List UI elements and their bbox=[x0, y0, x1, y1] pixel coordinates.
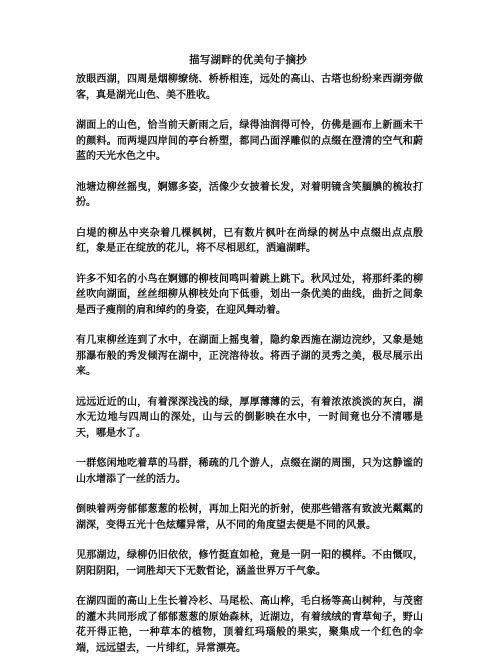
paragraph: 白堤的柳丛中夹杂着几棵枫树，已有数片枫叶在尚绿的树丛中点缀出点点殷红，象是正在绽放的花儿，将不尽相思红，洒遍湖畔。 bbox=[76, 227, 423, 254]
paragraph: 倒映着两旁郁郁葱葱的松树，再加上阳光的折射，使那些错落有致波光粼粼的湖深，变得五光十色炫耀异常，从不同的角度望去便是不同的风景。 bbox=[76, 504, 423, 531]
document-title: 描写湖畔的优美句子摘抄 bbox=[189, 54, 307, 66]
paragraph: 远远近近的山，有着深深浅浅的绿，厚厚薄薄的云，有着浓浓淡淡的灰白，湖水无边地与四周山的深处，山与云的倒影映在水中，一时间竟也分不清哪是天，哪是水了。 bbox=[76, 396, 423, 439]
paragraph: 池塘边柳丝摇曳，婀娜多姿，活像少女披着长发，对着明镜含笑腼腆的梳妆打扮。 bbox=[76, 181, 423, 208]
paragraph: 在湖四面的高山上生长着冷杉、马尾松、高山桦，毛白杨等高山树种，与茂密的灌木共同形成了郁郁葱葱的原始森林，近湖边，有着绒绒的青草甸子，野山花开得正艳，一种草本的植物，顶着红玛瑙般的果实，聚集成一个红色的伞端，远远望去，一片绯红，异常漂亮。 bbox=[76, 596, 423, 654]
document-body bbox=[76, 72, 423, 671]
paragraph: 有几束柳丝连到了水中，在湖面上摇曳着，隐约象西施在湖边浣纱，又象是她那瀑布般的秀发倾泻在湖中，正浣溶待妆。将西子湖的灵秀之美，极尽展示出来。 bbox=[76, 335, 423, 377]
paragraph: 放眼西湖，四周是烟柳缭绕、桥桥相连，远处的高山、古塔也纷纷来西湖旁做客，真是湖光山色、美不胜收。 bbox=[76, 74, 423, 101]
paragraph: 见那湖边，绿柳仍旧依依，修竹挺直如枪，竟是一阴一阳的模样。不由慨叹，阴阳阴阳，一词胜却天下无数哲论，涵盖世界万千气象。 bbox=[76, 550, 423, 577]
paragraph: 湖面上的山色，恰当前天新雨之后，绿得油润得可怜，仿佛是画布上新画未干的颜料。而两堤四岸间的亭台桥塑，都同凸面浮雕似的点缀在澄清的空气和蔚蓝的天光水色之中。 bbox=[76, 120, 423, 162]
paragraph: 许多不知名的小鸟在婀娜的柳枝间鸣叫着跳上跳下。秋风过处，将那纤柔的柳丝吹向湖面，丝丝细柳从柳枝处向下低垂，划出一条优美的曲线，曲折之间象是西子瘦削的肩和绰约的身姿，在迎风舞动着。 bbox=[76, 273, 423, 316]
paragraph: 一群悠闲地吃着草的马群，稀疏的几个游人，点缀在湖的周围，只为这静谧的山水增添了一丝的活力。 bbox=[76, 458, 423, 485]
